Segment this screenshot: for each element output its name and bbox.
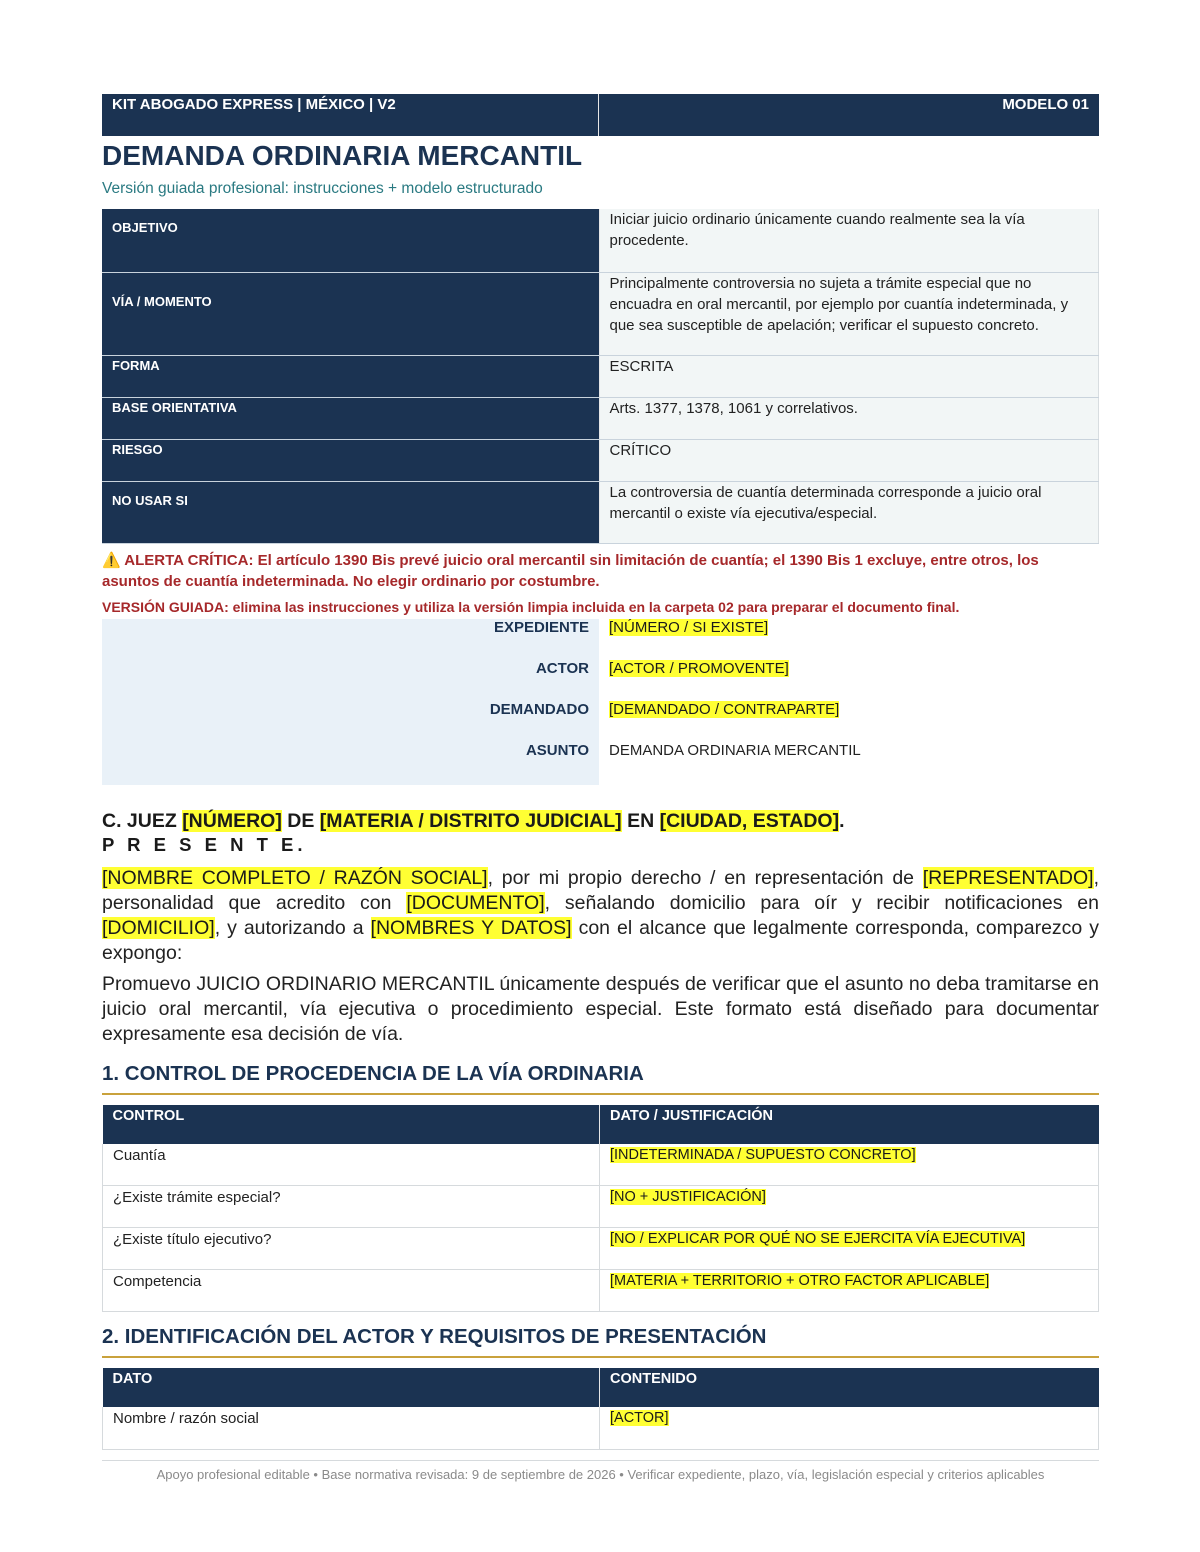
table-header-row [103, 1368, 1099, 1407]
justification-placeholder[interactable]: [INDETERMINADA / SUPUESTO CONCRETO] [610, 1146, 916, 1163]
case-value-demandado[interactable]: [DEMANDADO / CONTRAPARTE] [609, 700, 840, 718]
judge-address [102, 809, 1099, 834]
judge-materia-placeholder[interactable]: [MATERIA / DISTRITO JUDICIAL] [319, 809, 622, 832]
intro-text: con el alcance que legalmente corresponda, comparezco y expongo: [102, 916, 1099, 964]
info-row [102, 209, 1099, 272]
justification-placeholder[interactable]: [NO + JUSTIFICACIÓN] [610, 1189, 766, 1205]
column-header: DATO / JUSTIFICACIÓN [600, 1105, 1099, 1144]
presente-line: P R E S E N T E. [102, 833, 307, 855]
judge-en: EN [621, 809, 660, 832]
procedure-paragraph: Promuevo JUICIO ORDINARIO MERCANTIL únicamente después de verificar que el asunto no deba tramitarse en juicio oral mercantil, vía ejecutiva o procedimiento especial. Este formato está diseñado para documentar expresamente esa decisión de vía. [102, 972, 1099, 1045]
judge-city-placeholder[interactable]: [CIUDAD, ESTADO] [659, 809, 840, 832]
control-cell: Cuantía [103, 1144, 600, 1186]
info-value: Principalmente controversia no sujeta a trámite especial que no encuadra en oral mercantil, por ejemplo por cuantía indeterminada, y que sea susceptible de apelación; verificar el supuesto concreto. [599, 272, 1099, 355]
info-value: ESCRITA [599, 355, 1099, 397]
table-row [103, 1407, 1099, 1449]
info-row [102, 272, 1099, 355]
judge-number-placeholder[interactable]: [NÚMERO] [182, 809, 282, 832]
domicile-placeholder[interactable]: [DOMICILIO] [102, 916, 215, 939]
control-cell: Competencia [103, 1270, 600, 1312]
document-placeholder[interactable]: [DOCUMENTO] [406, 891, 545, 914]
table-header-row [103, 1105, 1099, 1144]
control-cell: ¿Existe trámite especial? [103, 1186, 600, 1228]
page-footer: Apoyo profesional editable • Base normativa revisada: 9 de septiembre de 2026 • Verificar expediente, plazo, vía, legislación especial y criterios aplicables [102, 1460, 1099, 1482]
case-values [599, 619, 1099, 785]
guided-version-note: VERSIÓN GUIADA: elimina las instrucciones y utiliza la versión limpia incluida en la carpeta 02 para preparar el documento final. [102, 598, 960, 615]
info-value: La controversia de cuantía determinada corresponde a juicio oral mercantil o existe vía ejecutiva/especial. [599, 481, 1099, 543]
case-label-actor: ACTOR [535, 659, 589, 677]
info-key: FORMA [102, 355, 599, 397]
case-value-actor[interactable]: [ACTOR / PROMOVENTE] [609, 659, 789, 677]
case-label-expediente: EXPEDIENTE [493, 618, 589, 636]
intro-text: , personalidad que acredito con [102, 866, 1100, 914]
info-key: OBJETIVO [102, 209, 599, 272]
column-header: DATO [103, 1368, 600, 1407]
actor-identification-table [102, 1368, 1099, 1450]
justification-cell [600, 1270, 1099, 1312]
intro-text: , señalando domicilio para oír y recibir notificaciones en [544, 891, 1099, 914]
judge-end: . [839, 809, 845, 832]
info-key: NO USAR SI [102, 481, 599, 543]
info-row [102, 481, 1099, 543]
intro-paragraph [102, 866, 1099, 966]
intro-text: , y autorizando a [214, 916, 371, 939]
info-row [102, 439, 1099, 481]
judge-de: DE [281, 809, 320, 832]
kit-label: KIT ABOGADO EXPRESS | MÉXICO | V2 [102, 94, 599, 136]
document-page [102, 94, 1099, 1450]
justification-placeholder[interactable]: [NO / EXPLICAR POR QUÉ NO SE EJERCITA VÍA EJECUTIVA] [610, 1231, 1026, 1247]
table-row [103, 1228, 1099, 1270]
case-labels [102, 619, 599, 785]
judge-prefix: C. JUEZ [102, 809, 183, 832]
justification-cell [600, 1144, 1099, 1186]
procedure-control-table [102, 1105, 1099, 1313]
info-key: RIESGO [102, 439, 599, 481]
column-header: CONTENIDO [600, 1368, 1099, 1407]
model-label: MODELO 01 [1002, 96, 1089, 113]
case-label-asunto: ASUNTO [525, 741, 589, 759]
authorized-names-placeholder[interactable]: [NOMBRES Y DATOS] [370, 916, 572, 939]
justification-placeholder[interactable]: [MATERIA + TERRITORIO + OTRO FACTOR APLICABLE] [610, 1273, 990, 1289]
info-key: BASE ORIENTATIVA [102, 397, 599, 439]
table-row [103, 1144, 1099, 1186]
info-row [102, 397, 1099, 439]
case-caption-block [102, 619, 1099, 785]
info-row [102, 355, 1099, 397]
document-header-bar [102, 94, 1099, 136]
info-key: VÍA / MOMENTO [102, 272, 599, 355]
content-cell [600, 1407, 1099, 1449]
column-header: CONTROL [103, 1105, 600, 1144]
instructions-table [102, 209, 1099, 544]
document-subtitle: Versión guiada profesional: instrucciones + modelo estructurado [102, 180, 543, 197]
represented-placeholder[interactable]: [REPRESENTADO] [922, 866, 1094, 889]
section-1-heading: 1. CONTROL DE PROCEDENCIA DE LA VÍA ORDINARIA [102, 1061, 1099, 1095]
data-cell: Nombre / razón social [103, 1407, 600, 1449]
document-title: DEMANDA ORDINARIA MERCANTIL [102, 140, 583, 171]
table-row [103, 1270, 1099, 1312]
info-value: CRÍTICO [599, 439, 1099, 481]
critical-alert: ⚠️ ALERTA CRÍTICA: El artículo 1390 Bis prevé juicio oral mercantil sin limitación de cuantía; el 1390 Bis 1 excluye, entre otros, los asuntos de cuantía indeterminada. No elegir ordinario por costumbre. [102, 551, 1039, 590]
name-placeholder[interactable]: [NOMBRE COMPLETO / RAZÓN SOCIAL] [102, 866, 488, 889]
justification-cell [600, 1186, 1099, 1228]
justification-cell [600, 1228, 1099, 1270]
case-value-asunto: DEMANDA ORDINARIA MERCANTIL [609, 741, 861, 759]
section-2-heading: 2. IDENTIFICACIÓN DEL ACTOR Y REQUISITOS DE PRESENTACIÓN [102, 1324, 1099, 1358]
case-value-expediente[interactable]: [NÚMERO / SI EXISTE] [609, 618, 769, 636]
intro-text: , por mi propio derecho / en representación de [487, 866, 923, 889]
info-value: Iniciar juicio ordinario únicamente cuando realmente sea la vía procedente. [599, 209, 1099, 272]
actor-placeholder[interactable]: [ACTOR] [610, 1410, 669, 1426]
table-row [103, 1186, 1099, 1228]
case-label-demandado: DEMANDADO [489, 700, 589, 718]
info-value: Arts. 1377, 1378, 1061 y correlativos. [599, 397, 1099, 439]
control-cell: ¿Existe título ejecutivo? [103, 1228, 600, 1270]
